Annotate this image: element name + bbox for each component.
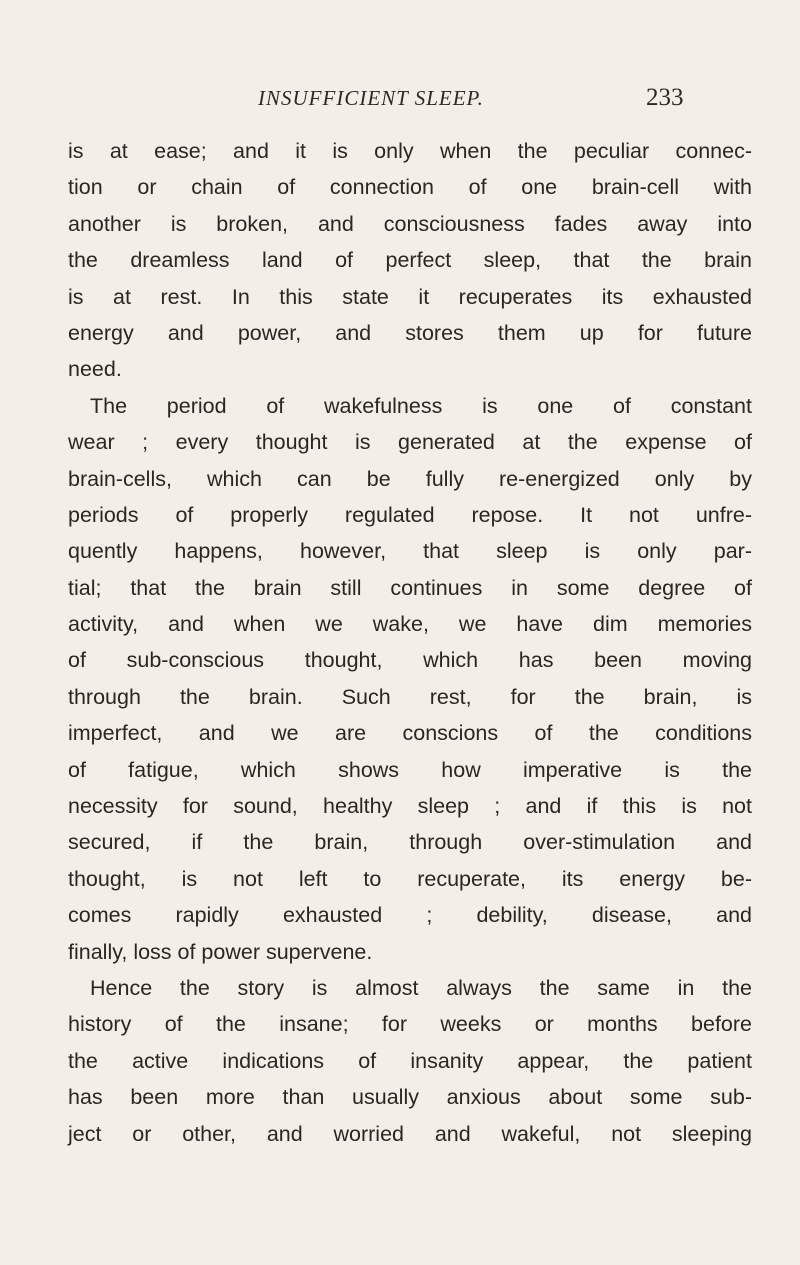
text-line: the active indications of insanity appear, the patient [68,1048,752,1073]
text-line: quently happens, however, that sleep is only par- [68,539,752,564]
text-line: is at ease; and it is only when the peculiar connec- [68,139,752,163]
text-line: has been more than usually anxious about some sub- [68,1085,752,1110]
text-line: another is broken, and consciousness fades away into [68,211,752,236]
text-line: need. [68,357,122,382]
text-line: is at rest. In this state it recuperates its exhausted [68,284,752,309]
page-number: 233 [646,84,684,111]
body-text [68,133,752,1152]
text-line: the dreamless land of perfect sleep, that the brain [68,248,752,273]
text-line: imperfect, and we are conscions of the conditions [68,721,752,746]
text-line: wear ; every thought is generated at the expense of [68,430,752,455]
text-line: necessity for sound, healthy sleep ; and if this is not [68,794,752,819]
text-line: periods of properly regulated repose. It not unfre- [68,502,752,527]
running-head-title: INSUFFICIENT SLEEP. [258,86,484,110]
text-line: tial; that the brain still continues in some degree of [68,575,752,600]
text-line: finally, loss of power supervene. [68,939,373,964]
text-line: The period of wakefulness is one of constant [90,393,752,418]
text-line: ject or other, and worried and wakeful, not sleeping [68,1121,752,1146]
text-line: thought, is not left to recuperate, its energy be- [68,866,752,891]
running-head [0,86,800,120]
text-line: brain-cells, which can be fully re-energized only by [68,466,752,491]
text-line: Hence the story is almost always the same in the [90,975,752,1000]
text-line: energy and power, and stores them up for future [68,320,752,345]
text-line: comes rapidly exhausted ; debility, disease, and [68,903,752,928]
text-line: history of the insane; for weeks or months before [68,1012,752,1037]
text-line: of sub-conscious thought, which has been moving [68,648,752,673]
text-line: of fatigue, which shows how imperative is the [68,757,752,782]
text-line: secured, if the brain, through over-stimulation and [68,830,752,855]
text-line: activity, and when we wake, we have dim memories [68,612,752,637]
text-line: through the brain. Such rest, for the brain, is [68,684,752,709]
text-line: tion or chain of connection of one brain-cell with [68,175,752,200]
